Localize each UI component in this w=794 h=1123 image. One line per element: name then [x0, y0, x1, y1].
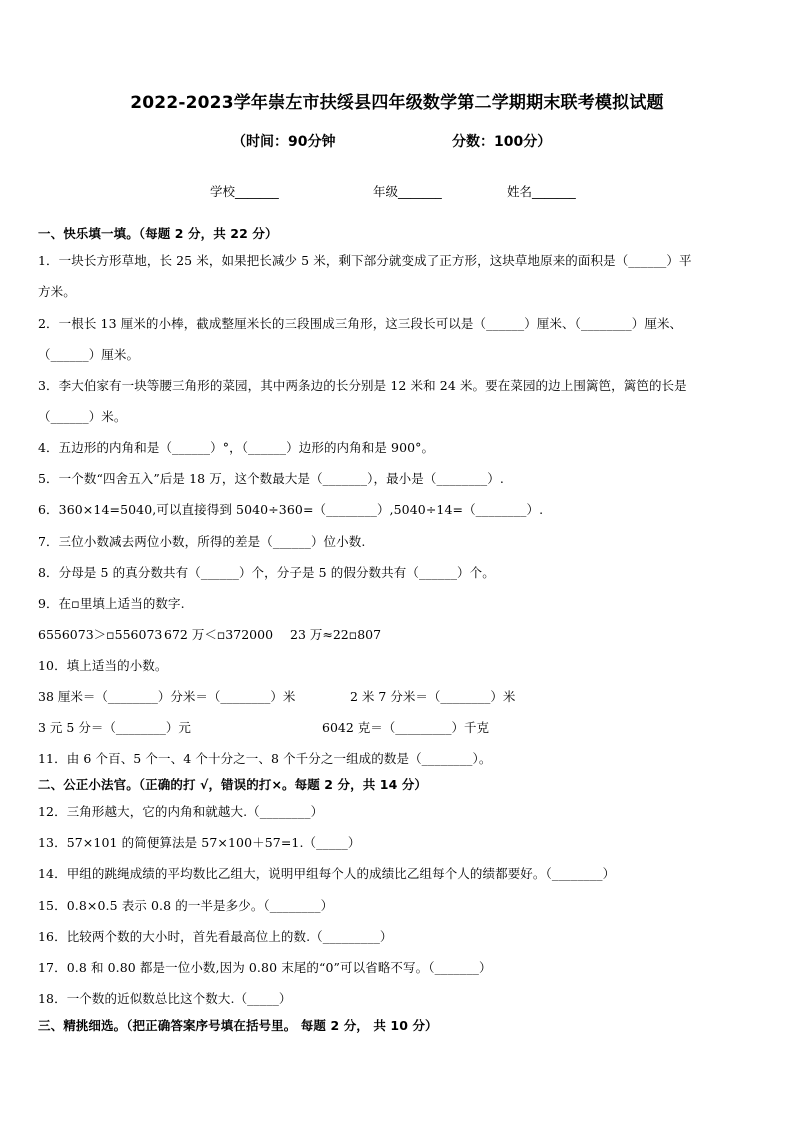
- question-6: 6．360×14=5040,可以直接得到 5040÷360=（________）,5040÷14=（________）.: [38, 502, 544, 517]
- question-18: 18．一个数的近似数总比这个数大.（_____）: [38, 991, 292, 1006]
- question-9-item-2: 672 万＜▫372000: [164, 627, 274, 642]
- question-13: 13．57×101 的简便算法是 57×100＋57=1.（_____）: [38, 835, 361, 850]
- question-1-line-2: 方米。: [38, 284, 76, 299]
- question-10-item-1: 38 厘米＝（________）分米＝（________）米: [38, 689, 296, 704]
- question-15: 15．0.8×0.5 表示 0.8 的一半是多少。（________）: [38, 898, 334, 913]
- section-1-heading: 一、快乐填一填。（每题 2 分，共 22 分）: [38, 226, 278, 241]
- school-field: 学校_______: [210, 184, 279, 199]
- question-10-item-2: 2 米 7 分米＝（________）米: [350, 689, 516, 704]
- section-2-heading: 二、公正小法官。（正确的打 √，错误的打×。每题 2 分，共 14 分）: [38, 777, 428, 792]
- question-17: 17．0.8 和 0.80 都是一位小数,因为 0.80 末尾的“0”可以省略不写。（_______）: [38, 960, 492, 975]
- name-field: 姓名_______: [507, 184, 576, 199]
- question-12: 12．三角形越大，它的内角和就越大.（________）: [38, 804, 324, 819]
- question-14: 14．甲组的跳绳成绩的平均数比乙组大，说明甲组每个人的成绩比乙组每个人的绩都要好。（________）: [38, 866, 616, 881]
- question-9-item-1: 6556073＞▫556073: [38, 627, 163, 642]
- section-3-heading: 三、精挑细选。（把正确答案序号填在括号里。 每题 2 分， 共 10 分）: [38, 1018, 438, 1033]
- question-3-line-1: 3．李大伯家有一块等腰三角形的菜园，其中两条边的长分别是 12 米和 24 米。要在菜园的边上围篱笆，篱笆的长是: [38, 378, 687, 393]
- question-2-line-2: （______）厘米。: [38, 347, 140, 362]
- question-7: 7．三位小数减去两位小数，所得的差是（______）位小数.: [38, 534, 366, 549]
- question-16: 16．比较两个数的大小时，首先看最高位上的数.（_________）: [38, 929, 393, 944]
- exam-score: 分数：100分）: [452, 134, 552, 150]
- grade-field: 年级_______: [373, 184, 442, 199]
- page-title: 2022-2023学年崇左市扶绥县四年级数学第二学期期末联考模拟试题: [130, 93, 664, 113]
- question-10: 10．填上适当的小数。: [38, 658, 168, 673]
- exam-time: （时间：90分钟: [232, 134, 336, 150]
- question-9: 9．在▫里填上适当的数字.: [38, 596, 185, 611]
- question-5: 5．一个数“四舍五入”后是 18 万，这个数最大是（_______），最小是（________）.: [38, 471, 504, 486]
- question-4: 4．五边形的内角和是（______）°，（______）边形的内角和是 900°。: [38, 440, 435, 455]
- question-10-item-3: 3 元 5 分＝（________）元: [38, 720, 191, 735]
- question-10-item-4: 6042 克＝（_________）千克: [322, 720, 490, 735]
- question-11: 11．由 6 个百、5 个一、4 个十分之一、8 个千分之一组成的数是（________）。: [38, 751, 492, 766]
- question-8: 8．分母是 5 的真分数共有（______）个，分子是 5 的假分数共有（______）个。: [38, 565, 495, 580]
- question-9-item-3: 23 万≈22▫807: [290, 627, 382, 642]
- question-2-line-1: 2．一根长 13 厘米的小棒，截成整厘米长的三段围成三角形，这三段长可以是（______）厘米、（________）厘米、: [38, 316, 683, 331]
- question-3-line-2: （______）米。: [38, 409, 127, 424]
- question-1-line-1: 1．一块长方形草地，长 25 米，如果把长减少 5 米，剩下部分就变成了正方形，这块草地原来的面积是（______）平: [38, 253, 692, 268]
